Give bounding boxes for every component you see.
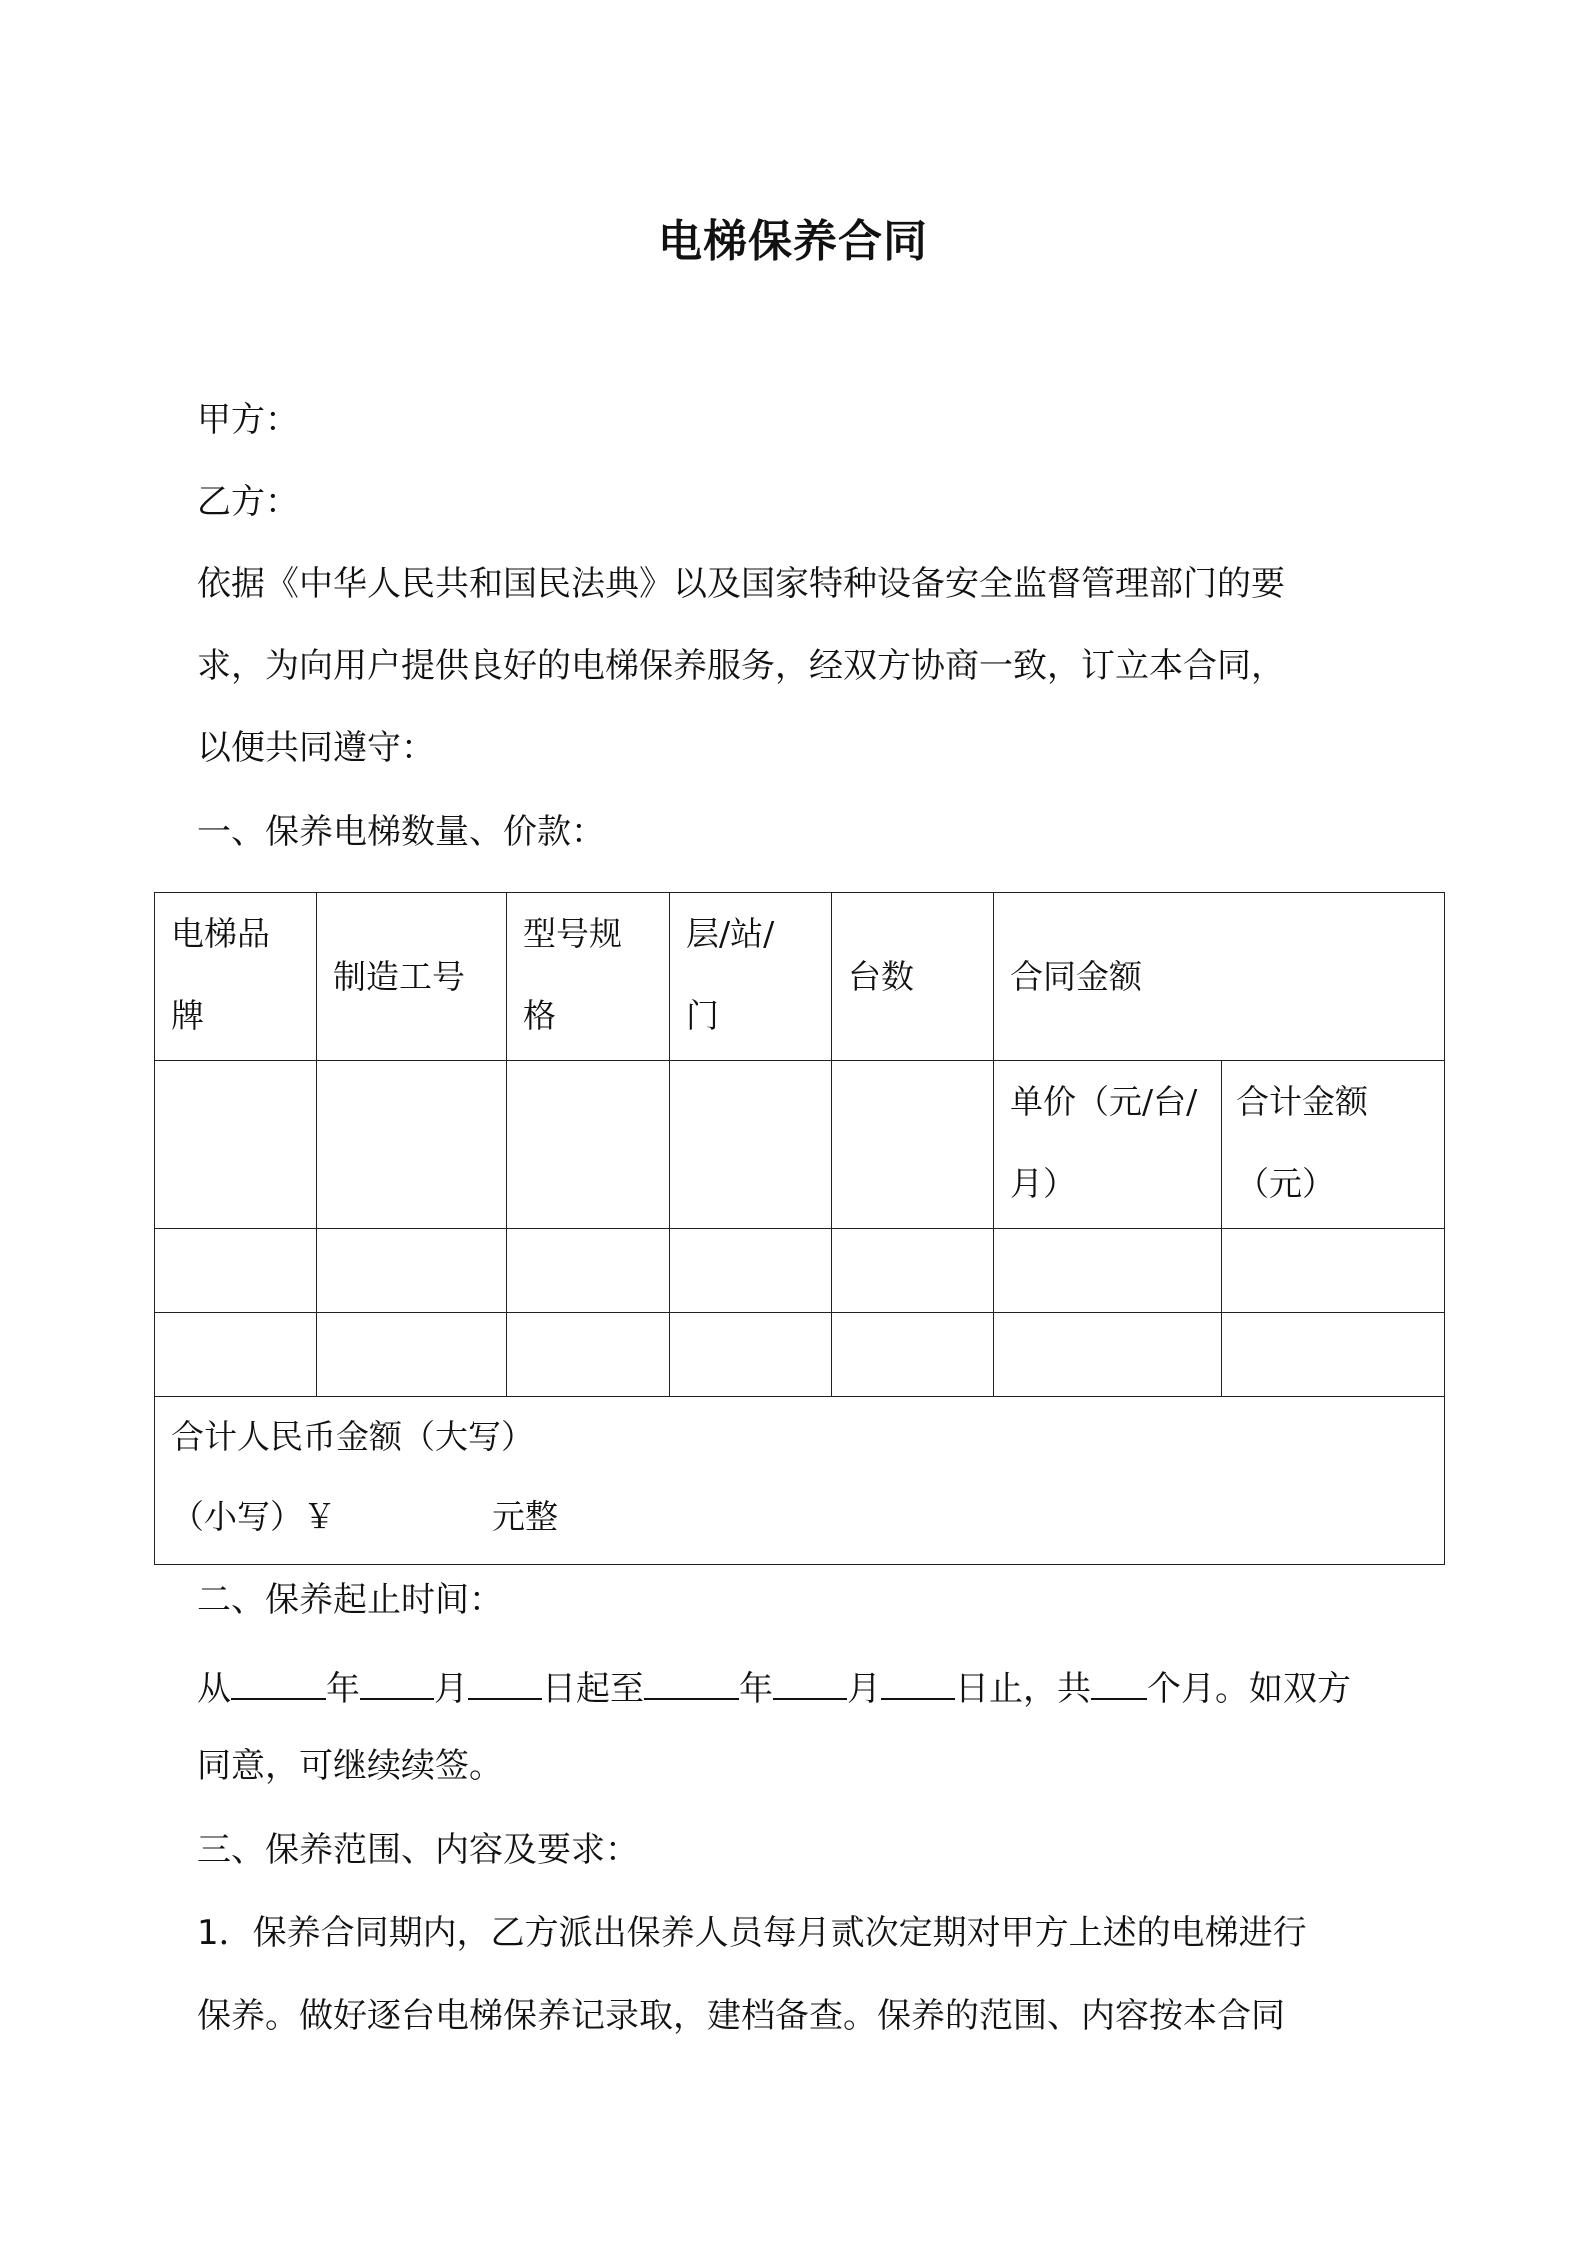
table-header-row [155, 893, 1445, 1061]
section-3-heading: 三、保养范围、内容及要求： [197, 1830, 639, 1870]
blank-month-count[interactable] [1091, 1664, 1147, 1700]
table-cell [317, 1061, 507, 1229]
section-2-heading: 二、保养起止时间： [197, 1580, 503, 1620]
blank-start-month[interactable] [360, 1664, 434, 1700]
period-line-1: 从 年 月 日起至 年 月 日止，共 个月。如双方 [197, 1664, 1351, 1709]
sum-cell [155, 1397, 1445, 1565]
table-cell [670, 1061, 832, 1229]
table-row [155, 1229, 1445, 1313]
blank-start-year[interactable] [231, 1664, 326, 1700]
table-sum-row [155, 1397, 1445, 1565]
clause-1-line-2: 保养。做好逐台电梯保养记录取，建档备查。保养的范围、内容按本合同 [197, 1996, 1285, 2036]
table-cell [155, 1061, 317, 1229]
table-subheader-row [155, 1061, 1445, 1229]
sum-upper: 合计人民币金额（大写） [171, 1417, 534, 1456]
table-cell [832, 1061, 994, 1229]
intro-line-2: 求，为向用户提供良好的电梯保养服务，经双方协商一致，订立本合同， [197, 646, 1285, 686]
period-line-2: 同意，可继续续签。 [197, 1746, 503, 1786]
sum-lower: （小写）￥ 元整 [171, 1497, 558, 1536]
header-count: 台数 [832, 893, 994, 1061]
header-model: 型号规 格 [507, 893, 670, 1061]
blank-start-day[interactable] [468, 1664, 542, 1700]
header-unit-price: 单价（元/台/ 月） [994, 1061, 1222, 1229]
elevator-price-table [154, 892, 1445, 1565]
intro-line-3: 以便共同遵守： [197, 728, 435, 768]
blank-end-day[interactable] [881, 1664, 955, 1700]
header-floors: 层/站/ 门 [670, 893, 832, 1061]
blank-end-month[interactable] [773, 1664, 847, 1700]
blank-end-year[interactable] [644, 1664, 739, 1700]
party-a-label: 甲方： [197, 400, 299, 440]
header-contract-amount: 合同金额 [994, 893, 1445, 1061]
section-1-heading: 一、保养电梯数量、价款： [197, 812, 605, 852]
clause-1-line-1: 1．保养合同期内，乙方派出保养人员每月贰次定期对甲方上述的电梯进行 [197, 1913, 1307, 1953]
header-serial: 制造工号 [317, 893, 507, 1061]
header-brand: 电梯品 牌 [155, 893, 317, 1061]
table-cell [507, 1061, 670, 1229]
header-total-amount: 合计金额 （元） [1222, 1061, 1445, 1229]
intro-line-1: 依据《中华人民共和国民法典》以及国家特种设备安全监督管理部门的要 [197, 564, 1285, 604]
contract-title: 电梯保养合同 [658, 216, 928, 267]
table-row [155, 1313, 1445, 1397]
party-b-label: 乙方： [197, 482, 299, 522]
